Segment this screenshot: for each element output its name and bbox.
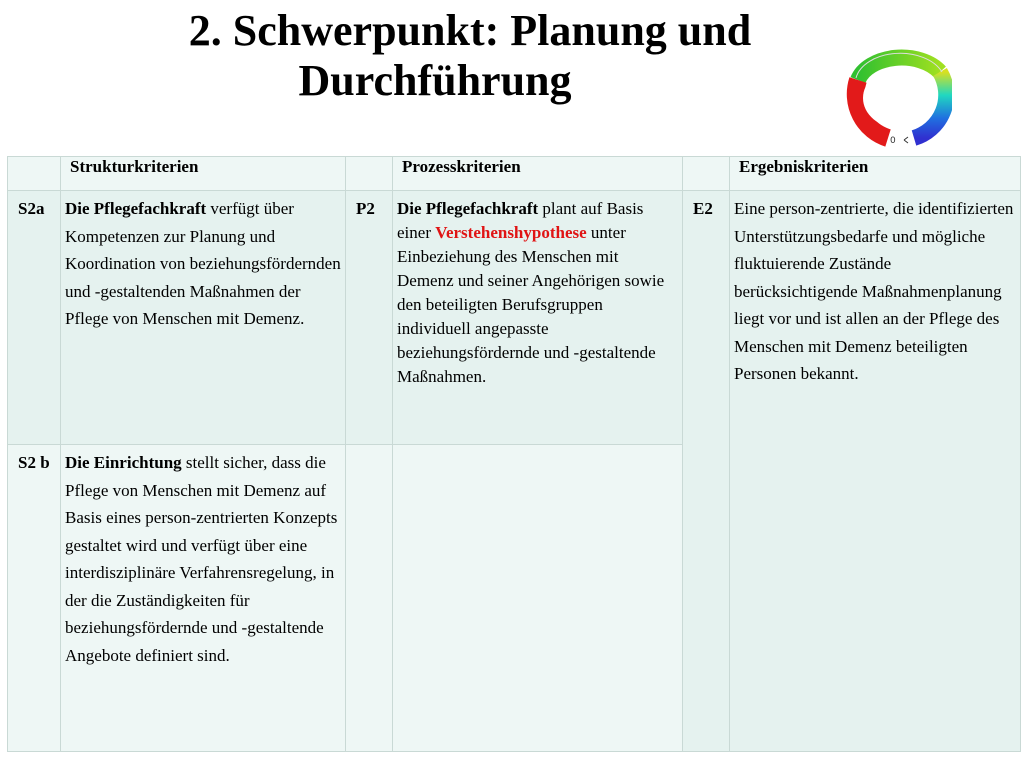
page-title: [0, 6, 940, 106]
header-ergebnis: Ergebniskriterien: [730, 157, 1021, 191]
s2b-rest: stellt sicher, dass die Pflege von Menschen mit Demenz auf Basis eines person-zentrierten Konzepts gestaltet wird und verfügt über eine interdisziplinäre Verfahrensregelung, in der die Zuständigkeiten für beziehungsfördernde und -gestaltende Angebote definiert sind.: [65, 453, 338, 665]
s2b-text: [61, 445, 345, 669]
title-line-2: Durchführung: [298, 56, 572, 105]
s2b-cell: [61, 445, 346, 752]
p2-text: [393, 191, 682, 389]
empty-cell: [393, 445, 683, 752]
header-struktur: Strukturkriterien: [61, 157, 346, 191]
e2-cell: [730, 191, 1021, 752]
table-row: [8, 191, 1021, 445]
header-blank-cell: [683, 157, 730, 191]
wheel-zero-label: 0: [890, 136, 896, 146]
empty-cell: [346, 445, 393, 752]
header-blank-cell: [346, 157, 393, 191]
p2-highlight: Verstehenshypothese: [435, 223, 587, 242]
code-s2a: S2a: [8, 191, 61, 445]
code-s2b: S2 b: [8, 445, 61, 752]
p2-rest2: unter Einbeziehung des Menschen mit Demenz und seiner Angehörigen sowie den beteiligten Berufsgruppen individuell angepasste beziehungsfördernde und -gestaltende Maßnahmen.: [397, 223, 665, 386]
header-prozess: Prozesskriterien: [393, 157, 683, 191]
p2-subject: Die Pflegefachkraft: [397, 199, 539, 218]
header-row: [8, 157, 1021, 191]
s2a-rest: verfügt über Kompetenzen zur Planung und Koordination von beziehungsfördernden und -gestaltenden Maßnahmen der Pflege von Menschen mit Demenz.: [65, 199, 341, 328]
criteria-table: [7, 156, 1021, 752]
s2b-subject: Die Einrichtung: [65, 453, 182, 472]
code-e2: E2: [683, 191, 730, 752]
s2a-subject: Die Pflegefachkraft: [65, 199, 207, 218]
s2a-cell: [61, 191, 346, 445]
care-cycle-wheel-icon: [846, 42, 952, 148]
title-line-1: 2. Schwerpunkt: Planung und: [188, 6, 752, 55]
s2a-text: [61, 191, 345, 333]
code-p2: P2: [346, 191, 393, 445]
p2-rest1: plant auf Basis einer: [397, 199, 644, 242]
e2-text: Eine person-zentrierte, die identifizierten Unterstützungsbedarfe und mögliche fluktuierende Zustände berücksichtigende Maßnahmenplanung liegt vor und ist allen an der Pflege des Menschen mit Demenz beteiligten Personen bekannt.: [734, 199, 1014, 383]
header-blank-cell: [8, 157, 61, 191]
p2-cell: [393, 191, 683, 445]
